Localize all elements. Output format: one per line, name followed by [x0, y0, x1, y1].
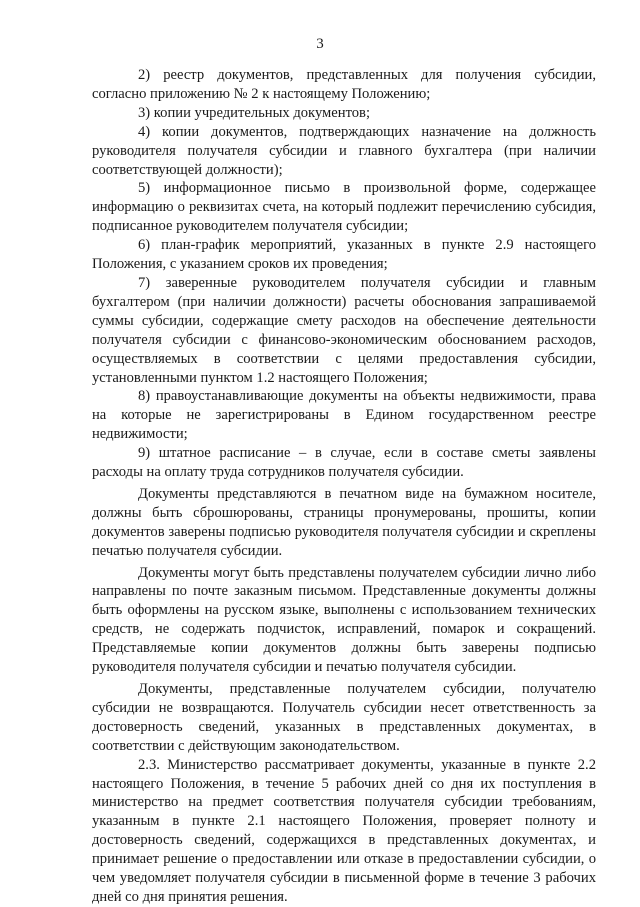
document-body [92, 66, 596, 907]
list-item-2: 2) реестр документов, представленных для получения субсидии, согласно приложению № 2 к настоящему Положению; [92, 67, 596, 102]
list-item-7: 7) заверенные руководителем получателя субсидии и главным бухгалтером (при наличии должности) расчеты обоснования запрашиваемой суммы субсидии, содержащие смету расходов на обеспечение деятельности получателя субсидии с финансово-экономическим обоснованием расходов, осуществляемых в соответствии с целями предоставления субсидии, установленными пунктом 1.2 настоящего Положения; [92, 274, 596, 386]
list-item-3: 3) копии учредительных документов; [138, 104, 370, 121]
list-item-6: 6) план-график мероприятий, указанных в пункте 2.9 настоящего Положения, с указанием сроков их проведения; [92, 237, 596, 273]
paragraph-document-return: Документы, представленные получателем субсидии, получателю субсидии не возвращаются. Получатель субсидии несет ответственность за достоверность сведений, указанных в представленных документах, в соответствии с действующим законодательством. [92, 681, 596, 754]
paragraph-document-submission: Документы могут быть представлены получателем субсидии лично либо направлены по почте заказным письмом. Представленные документы должны быть оформлены на русском языке, выполнены с использованием технических средств, не содержать подчисток, исправлений, помарок и сокращений. Представляемые копии документов должны быть заверены подписью руководителя получателя субсидии и печатью получателя субсидии. [92, 564, 596, 676]
paragraph-document-format: Документы представляются в печатном виде на бумажном носителе, должны быть сброшюрованы, страницы пронумерованы, прошиты, копии документов заверены подписью руководителя получателя субсидии и скреплены печатью получателя субсидии. [92, 485, 596, 559]
paragraph-section-2-3: 2.3. Министерство рассматривает документы, указанные в пункте 2.2 настоящего Положения, в течение 5 рабочих дней со дня их поступления в министерство на предмет соответствия получателя субсидии требованиям, указанным в пункте 2.1 настоящего Положения, проверяет полноту и достоверность сведений, содержащихся в представленных документах, и принимает решение о предоставлении или отказе в предоставлении субсидии, о чем уведомляет получателя субсидии в письменной форме в течение 3 рабочих дней со дня принятия решения. [92, 756, 596, 905]
list-item-9: 9) штатное расписание – в случае, если в составе сметы заявлены расходы на оплату труда сотрудников получателя субсидии. [92, 445, 596, 481]
list-item-5: 5) информационное письмо в произвольной форме, содержащее информацию о реквизитах счета, на который подлежит перечислению субсидия, подписанное руководителем получателя субсидии; [92, 180, 596, 235]
list-item-8: 8) правоустанавливающие документы на объекты недвижимости, права на которые не зарегистрированы в Едином государственном реестре недвижимости; [92, 388, 596, 443]
list-item-4: 4) копии документов, подтверждающих назначение на должность руководителя получателя субсидии и главного бухгалтера (при наличии соответствующей должности); [92, 123, 596, 178]
page-number: 3 [316, 36, 324, 52]
